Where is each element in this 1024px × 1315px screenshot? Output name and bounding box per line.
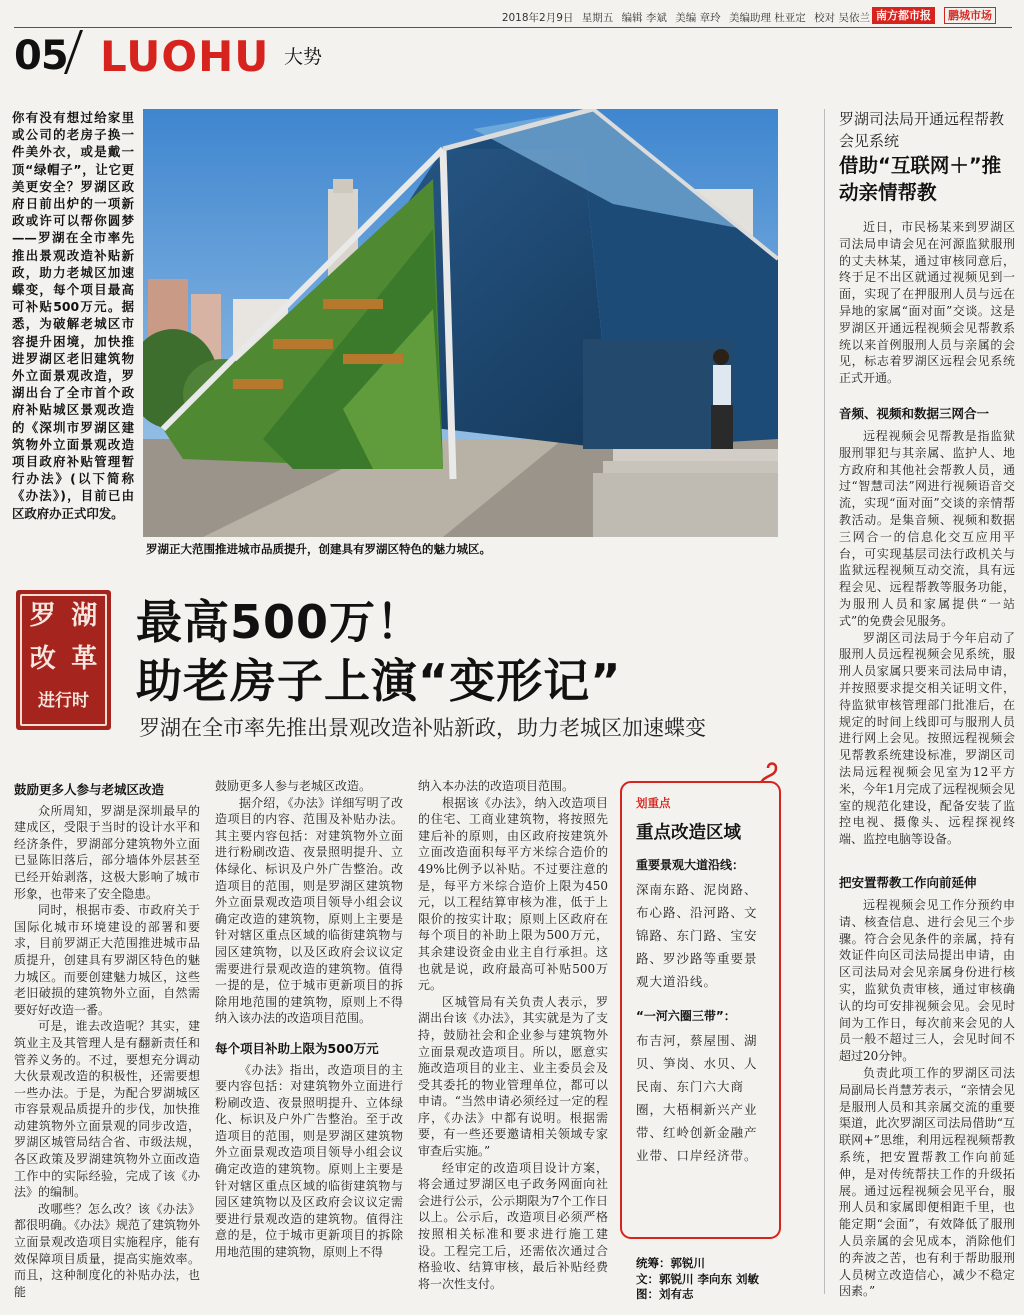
body-paragraph: 纳入本办法的改造项目范围。	[418, 779, 575, 793]
side-paragraph: 负责此项工作的罗湖区司法局副局长肖慧芳表示，“亲情会见是服刑人员和其亲属交流的重要渠道，此次罗湖区司法局借助“互联网+”思维，利用远程视频帮教系统，把安置帮教工作向前延伸，是对传统帮扶工作的升级拓展。通过远程视频会见平台，服刑人员和家属即便相距千里，也能定期“会面”，有效降低了服刑人员亲属的会见成本，消除他们的奔波之苦，也有利于帮助服刑人员树立改造信心，减少不稳定因素。”	[839, 1065, 1015, 1299]
key-box-title: 重点改造区域	[636, 823, 741, 843]
article-credits	[636, 1256, 759, 1303]
photo-caption: 罗湖正大范围推进城市品质提升，创建具有罗湖区特色的魅力城区。	[146, 542, 491, 556]
body-paragraph: 《办法》指出，改造项目的主要内容包括：对建筑物外立面进行粉刷改造、夜景照明提升、立体绿化、标识及户外广告整治。至于改造项目的范围，则是罗湖区建筑物外立面景观改造项目领导小组会议确定改造的建筑物。原则上主要是针对辖区重点区域的临街建筑物与园区建筑物以及区政府会议议定需要进行景观改造的建筑物。值得注意的是，位于城市更新项目的拆除用地范围的建筑物，原则上不得	[215, 1062, 403, 1260]
body-column-3	[418, 778, 608, 1292]
key-box-text: 深南东路、泥岗路、布心路、沿河路、文锦路、东门路、宝安路、罗沙路等重要景观大道沿线。	[636, 882, 758, 989]
key-box-tag: 划重点	[636, 796, 671, 810]
credit-writers: 文：郭锐川 李向东 刘敏	[636, 1271, 760, 1286]
body-paragraph: 同时，根据市委、市政府关于国际化城市环境建设的部署和要求，目前罗湖正大范围推进城市品质提升，创建具有罗湖区特色的魅力城区。而要创建魅力城区，这些老旧破损的建筑物外立面，自然需要好好改造一番。	[14, 903, 200, 1017]
credit-art-assistant: 美编助理 杜亚定	[728, 12, 806, 24]
issue-date: 2018年2月9日	[501, 12, 574, 24]
key-areas-box	[620, 781, 781, 1239]
side-story-subtitle: 罗湖司法局开通远程帮教会见系统	[839, 110, 1005, 150]
credit-editor: 编辑 李斌	[621, 12, 667, 24]
news-photo	[143, 109, 778, 537]
section-logo: 鹏城市场	[944, 7, 996, 24]
section-title-cn: 大势	[284, 46, 323, 68]
reform-seal-logo	[16, 590, 111, 730]
side-paragraph: 罗湖区司法局于今年启动了服刑人员远程视频会见系统，服刑人员家属只要来司法局申请，并按照要求提交相关证明文件，待监狱审核管理部门批准后，在规定的时间上线即可与服刑人员进行网上会见。按照远程视频会见帮教系统建设标准，罗湖区司法局远程视频会见室为12平方米，今年1月完成了远程视频会见室的规范化建设，配备安装了监控电视、摄像头、远程探视终端、监控电脑等设备。	[839, 630, 1015, 847]
seal-char: 罗	[29, 601, 56, 631]
column-divider	[824, 109, 825, 1294]
seal-char: 革	[71, 643, 98, 674]
side-paragraph: 近日，市民杨某来到罗湖区司法局申请会见在河源监狱服刑的丈夫林某，通过审核同意后，终于足不出区就通过视频见到一面，实现了在押服刑人员与远在异地的家属“面对面”交谈。这是罗湖区开通远程视频会见帮教系统以来首例服刑人员与亲属的会见，标志着罗湖区远程会见系统正式开通。	[839, 220, 1015, 386]
body-paragraph: 可是，谁去改造呢？其实，建筑业主及其管理人是有翻新责任和管养义务的。不过，要想充分调动大伙景观改造的积极性，还需要想一些办法。于是，为配合罗湖城区市容景观品质提升的步伐，加快推动建筑物外立面景观的同步改造，罗湖区城管局结合省、市级法规，各区政策及罗湖建筑物外立面改造工作中的实际经验，完成了该《办法》的编制。	[14, 1019, 200, 1200]
credit-proofreader: 校对 吴依兰	[814, 12, 870, 24]
credit-art-editor: 美编 章玲	[675, 12, 721, 24]
paper-logo: 南方都市报	[872, 7, 935, 24]
body-paragraph: 鼓励更多人参与老城区改造。	[215, 779, 372, 793]
lead-paragraph: 你有没有想过给家里或公司的老房子换一件美外衣，或是戴一顶“绿帽子”，让它更美更安全？罗湖区政府日前出炉的一项新政或许可以帮你圆梦——罗湖在全市率先推出景观改造补贴新政，助力老城区加速蝶变，每个项目最高可补贴500万元。据悉，为破解老城区市容提升困境，加快推进罗湖区老旧建筑物外立面景观改造，罗湖出台了全市首个政府补贴城区景观改造的《深圳市罗湖区建筑物外立面景观改造项目政府补贴管理暂行办法》(以下简称《办法》)，目前已由区政府办正式印发。	[12, 110, 134, 521]
body-paragraph: 根据该《办法》，纳入改造项目的住宅、工商业建筑物，将按照先建后补的原则，由区政府按建筑外立面改造面积每平方米综合造价的49%比例予以补贴。不过要注意的是，每平方米综合造价上限为450元，以工程结算审核为准，低于上限价的按实计取；原则上区政府在每个项目的补助上限为500万元，其余建设资金由业主自行承担。这也就是说，政府最高可补贴500万元。	[418, 795, 608, 993]
side-subhead-extend: 把安置帮教工作向前延伸	[839, 875, 977, 890]
seal-char: 湖	[71, 601, 98, 631]
body-subhead: 鼓励更多人参与老城区改造	[14, 782, 165, 797]
body-paragraph: 改哪些？怎么改？该《办法》都很明确。《办法》规范了建筑物外立面景观改造项目实施程序，能有效保障项目质量，提高实施效率。而且，这种制度化的补贴办法，也能	[14, 1201, 201, 1299]
section-title-en: LUOHU	[100, 32, 270, 81]
body-paragraph: 众所周知，罗湖是深圳最早的建成区，受限于当时的设计水平和经济条件，罗湖部分建筑物外立面已显陈旧落后，部分墙体外层甚至已经开始剥落，这极大影响了城市形象，也带来了安全隐患。	[14, 803, 200, 901]
body-paragraph: 据介绍，《办法》详细写明了改造项目的内容、范围及补贴办法。其主要内容包括：对建筑物外立面进行粉刷改造、夜景照明提升、立体绿化、标识及户外广告整治。改造项目的范围，则是罗湖区建筑物外立面景观改造项目领导小组会议确定改造的建筑物，原则上主要是针对辖区重点区域的临街建筑物与园区建筑物，以及区政府会议议定需要进行景观改造的建筑物。值得一提的是，位于城市更新项目的拆除用地范围的建筑物，原则上不得纳入该办法的改造项目范围。	[215, 795, 403, 1026]
body-paragraph: 经审定的改造项目设计方案，将会通过罗湖区电子政务网面向社会进行公示，公示期限为7个工作日以上。公示后，改造项目必须严格按照相关标准和要求进行施工建设。工程完工后，还需依次通过合格验收、结算审核，最后补贴经费将一次性支付。	[418, 1160, 608, 1291]
credit-photographer: 图：刘有志	[636, 1287, 694, 1301]
seal-char: 进行时	[38, 691, 89, 712]
credit-coordinator: 统筹：郭锐川	[636, 1256, 705, 1270]
side-story-title: 借助“互联网＋”推动亲情帮教	[839, 154, 1002, 204]
headline-deck: 罗湖在全市率先推出景观改造补贴新政，助力老城区加速蝶变	[139, 716, 706, 740]
seal-char: 改	[29, 643, 56, 674]
issue-meta-line	[460, 10, 870, 25]
side-paragraph: 远程视频会见工作分预约申请、核查信息、进行会见三个步骤。符合会见条件的亲属，持有效证件向区司法局提出申请，由区司法局对会见亲属身份进行核实，监狱负责审核，通过审核确认的均可安排视频会见。会见时间为工作日，每次前来会见的人员一般不超过三人，会见时间不超过20分钟。	[839, 898, 1015, 1064]
headline-line-2: 助老房子上演“变形记”	[136, 654, 622, 708]
headline-line-1: 最高500万！	[136, 595, 424, 649]
key-box-subhead: “一河六圈三带”：	[636, 1009, 736, 1023]
body-subhead: 每个项目补助上限为500万元	[215, 1040, 379, 1056]
masthead-rule	[14, 27, 1012, 28]
side-story-body	[839, 428, 1015, 848]
body-column-1	[14, 778, 200, 1300]
issue-weekday: 星期五	[581, 12, 614, 24]
side-story-intro	[839, 219, 1015, 387]
key-box-subhead: 重要景观大道沿线：	[636, 858, 745, 872]
side-paragraph: 远程视频会见帮教是指监狱服刑罪犯与其亲属、监护人、地方政府和其他社会帮教人员，通过“智慧司法”网进行视频语音交流，实现“面对面”交谈的亲情帮教活动。是集音频、视频和数据三网合一的信息化交互应用平台，可实现基层司法行政机关与监狱远程视频互动交流，具有远程会见、远程帮教等服务功能，为服刑人员和家属提供“一站式”的免费会见服务。	[839, 429, 1015, 628]
photo-illustration	[143, 109, 778, 537]
body-paragraph: 区城管局有关负责人表示，罗湖出台该《办法》，其实就是为了支持，鼓励社会和企业参与建筑物外立面景观改造项目。所以，愿意实施改造项目的业主、业主委员会及受其委托的物业管理单位，都可以申请。“当然申请必须经过一定的程序，《办法》中都有说明。根据需要，有一些还要邀请相关领域专家审查后实施。”	[418, 994, 608, 1159]
side-subhead-network: 音频、视频和数据三网合一	[839, 406, 990, 421]
body-column-2	[215, 778, 403, 1261]
page-number: 05	[14, 33, 68, 79]
side-story-body-2	[839, 897, 1015, 1300]
key-box-text: 布吉河，蔡屋围、湖贝、笋岗、水贝、人民南、东门六大商圈，大梧桐新兴产业带、红岭创新金融产业带、口岸经济带。	[636, 1033, 758, 1163]
